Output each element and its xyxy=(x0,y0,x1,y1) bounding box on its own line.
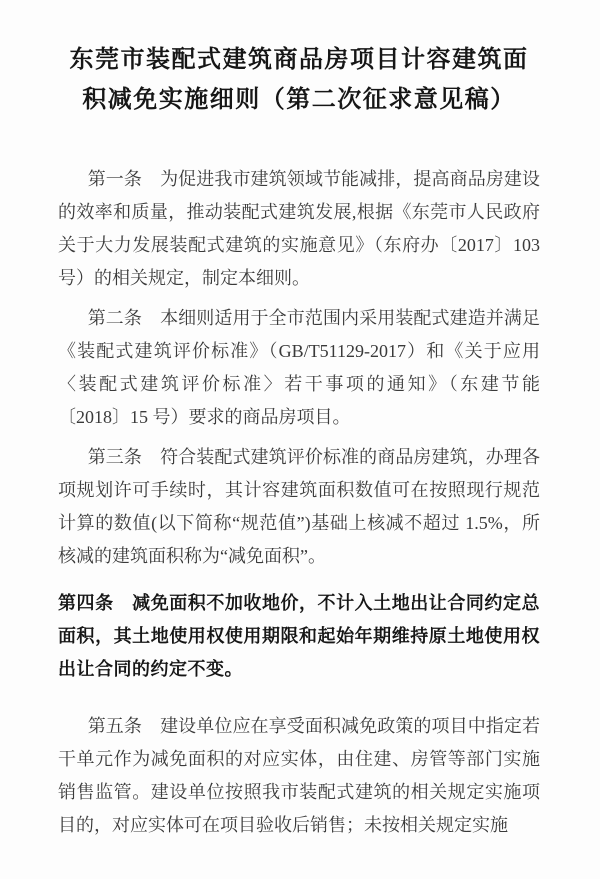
document-body xyxy=(58,163,540,842)
clause-paragraph-3: 第三条 符合装配式建筑评价标准的商品房建筑，办理各项规划许可手续时，其计容建筑面积数值可在按照现行规范计算的数值(以下简称“规范值”)基础上核减不超过 1.5%，所核减的建筑面积称为“减免面积”。 xyxy=(58,447,540,566)
clause-paragraph-5: 第五条 建设单位应在享受面积减免政策的项目中指定若干单元作为减免面积的对应实体，由住建、房管等部门实施销售监管。建设单位按照我市装配式建筑的相关规定实施项目的，对应实体可在项目验收后销售；未按相关规定实施 xyxy=(58,716,540,835)
clause-paragraph-1: 第一条 为促进我市建筑领域节能减排，提高商品房建设的效率和质量，推动装配式建筑发展,根据《东莞市人民政府关于大力发展装配式建筑的实施意见》（东府办〔2017〕103 号）的相关规定，制定本细则。 xyxy=(58,169,540,288)
clause-paragraph-4-emphasized: 第四条 减免面积不加收地价，不计入土地出让合同约定总面积，其土地使用权使用期限和起始年期维持原土地使用权出让合同的约定不变。 xyxy=(58,593,540,679)
document-title-line-1: 东莞市装配式建筑商品房项目计容建筑面 xyxy=(69,46,529,73)
document-title xyxy=(58,40,540,120)
clause-paragraph-2: 第二条 本细则适用于全市范围内采用装配式建造并满足《装配式建筑评价标准》（GB/T51129-2017）和《关于应用〈装配式建筑评价标准〉若干事项的通知》（东建节能〔2018〕15 号）要求的商品房项目。 xyxy=(58,308,540,427)
document-title-line-2: 积减免实施细则（第二次征求意见稿） xyxy=(82,86,516,113)
